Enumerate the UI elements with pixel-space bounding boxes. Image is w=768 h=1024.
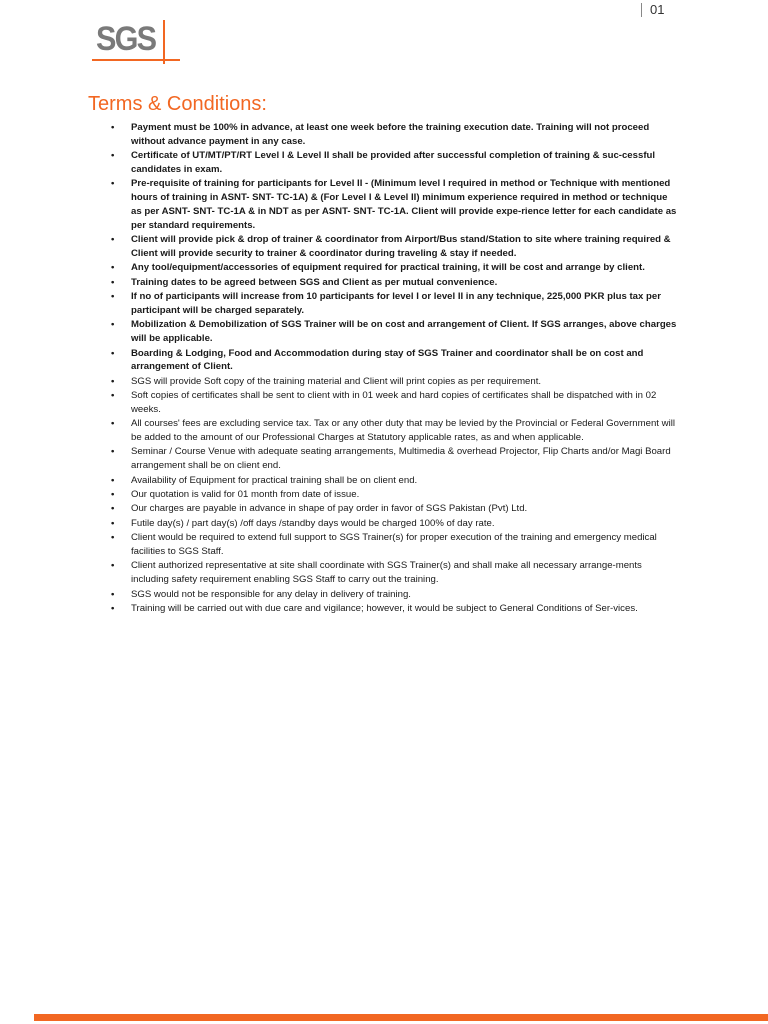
terms-list-item bbox=[94, 531, 680, 559]
term-text: All courses' fees are excluding service tax. Tax or any other duty that may be levied by the Provincial or Federal Government will be added to the amount of our Professional Charges at Statutory applicable rates, as and when applicable. bbox=[131, 418, 675, 444]
bullet-icon: • bbox=[111, 234, 115, 246]
term-text: Seminar / Course Venue with adequate seating arrangements, Multimedia & overhead Projector, Flip Charts and/or Magi Board arrangement shall be on client end. bbox=[131, 446, 671, 472]
terms-list-item bbox=[94, 276, 680, 290]
terms-list-item bbox=[94, 417, 680, 445]
logo-text: SGS bbox=[96, 20, 156, 58]
sgs-logo bbox=[92, 14, 182, 56]
term-text: Soft copies of certificates shall be sent to client with in 01 week and hard copies of certificates shall be dispatched with in 02 weeks. bbox=[131, 390, 657, 415]
terms-list-item bbox=[94, 517, 680, 531]
bullet-icon: • bbox=[111, 418, 115, 430]
terms-list-item bbox=[94, 389, 680, 417]
term-text: Mobilization & Demobilization of SGS Trainer will be on cost and arrangement of Client. If SGS arranges, above charges will be applicable. bbox=[131, 319, 677, 345]
logo-vertical-line bbox=[163, 20, 165, 64]
term-text: Boarding & Lodging, Food and Accommodation during stay of SGS Trainer and coordinator shall be on cost and arrangement of Client. bbox=[131, 347, 644, 373]
terms-list-item bbox=[94, 488, 680, 502]
terms-list-item bbox=[94, 290, 680, 318]
term-text: SGS will provide Soft copy of the training material and Client will print copies as per requirement. bbox=[131, 375, 542, 387]
bullet-icon: • bbox=[111, 276, 115, 288]
bullet-icon: • bbox=[111, 319, 115, 331]
bullet-icon: • bbox=[111, 474, 115, 486]
bullet-icon: • bbox=[111, 375, 115, 387]
term-text: Client authorized representative at site shall coordinate with SGS Trainer(s) and shall make all necessary arrange-ments including safety requirement enabling SGS Staff to carry out the training. bbox=[131, 560, 642, 586]
bullet-icon: • bbox=[111, 588, 115, 600]
bullet-icon: • bbox=[111, 390, 115, 402]
terms-list-item bbox=[94, 177, 680, 232]
term-text: Payment must be 100% in advance, at least one week before the training execution date. Training will not proceed without advance payment in any case. bbox=[131, 122, 650, 147]
term-text: Our charges are payable in advance in shape of pay order in favor of SGS Pakistan (Pvt) Ltd. bbox=[131, 503, 528, 515]
term-text: Our quotation is valid for 01 month from date of issue. bbox=[131, 489, 360, 501]
terms-list-item bbox=[94, 347, 680, 375]
term-text: Pre-requisite of training for participants for Level II - (Minimum level I required in method or Technique with mentioned hours of training in ASNT- SNT- TC-1A) & (For Level I & Level II) minimum experience required in method or technique as per ASNT- SNT- TC-1A & in NDT as per ASNT- SNT- TC-1A. Client will provide expe-rience letter for each candidate as per standard requirements. bbox=[131, 178, 677, 231]
term-text: Any tool/equipment/accessories of equipment required for practical training, it will be cost and arrange by client. bbox=[131, 262, 645, 274]
term-text: SGS would not be responsible for any delay in delivery of training. bbox=[131, 588, 411, 600]
page-title: Terms & Conditions: bbox=[88, 93, 267, 115]
bullet-icon: • bbox=[111, 560, 115, 572]
term-text: Futile day(s) / part day(s) /off days /standby days would be charged 100% of day rate. bbox=[131, 517, 495, 529]
terms-list-item bbox=[94, 261, 680, 275]
bullet-icon: • bbox=[111, 150, 115, 162]
terms-list-item bbox=[94, 588, 680, 602]
terms-list-item bbox=[94, 233, 680, 261]
terms-list-item bbox=[94, 602, 680, 616]
bullet-icon: • bbox=[111, 178, 115, 190]
terms-list bbox=[94, 121, 680, 616]
bullet-icon: • bbox=[111, 602, 115, 614]
bullet-icon: • bbox=[111, 446, 115, 458]
term-text: Client would be required to extend full support to SGS Trainer(s) for proper execution of the training and emergency medical facilities to SGS Staff. bbox=[131, 532, 657, 557]
terms-list-item bbox=[94, 445, 680, 473]
terms-list-item bbox=[94, 121, 680, 149]
terms-list-item bbox=[94, 375, 680, 389]
page-number: 01 bbox=[641, 3, 664, 17]
term-text: Client will provide pick & drop of trainer & coordinator from Airport/Bus stand/Station to site where training required & Client will provide security to trainer & coordinator during traveling & stay if needed. bbox=[131, 234, 671, 259]
bullet-icon: • bbox=[111, 532, 115, 544]
bullet-icon: • bbox=[111, 517, 115, 529]
bullet-icon: • bbox=[111, 489, 115, 501]
terms-list-item bbox=[94, 149, 680, 177]
bullet-icon: • bbox=[111, 347, 115, 359]
terms-list-item bbox=[94, 559, 680, 587]
terms-list-item bbox=[94, 474, 680, 488]
bullet-icon: • bbox=[111, 122, 115, 133]
logo-horizontal-line bbox=[92, 59, 180, 61]
term-text: Training will be carried out with due care and vigilance; however, it would be subject to General Conditions of Ser-vices. bbox=[131, 602, 638, 614]
bullet-icon: • bbox=[111, 503, 115, 515]
bullet-icon: • bbox=[111, 291, 115, 303]
bullet-icon: • bbox=[111, 262, 115, 274]
footer-bar bbox=[34, 1014, 768, 1021]
term-text: Training dates to be agreed between SGS and Client as per mutual convenience. bbox=[131, 276, 498, 288]
term-text: If no of participants will increase from 10 participants for level I or level II in any technique, 225,000 PKR plus tax per participant will be charged separately. bbox=[131, 291, 661, 316]
terms-list-item bbox=[94, 318, 680, 346]
term-text: Availability of Equipment for practical training shall be on client end. bbox=[131, 474, 418, 486]
term-text: Certificate of UT/MT/PT/RT Level I & Level II shall be provided after successful completion of training & suc-cessful candidates in exam. bbox=[131, 150, 656, 175]
terms-list-item bbox=[94, 502, 680, 516]
